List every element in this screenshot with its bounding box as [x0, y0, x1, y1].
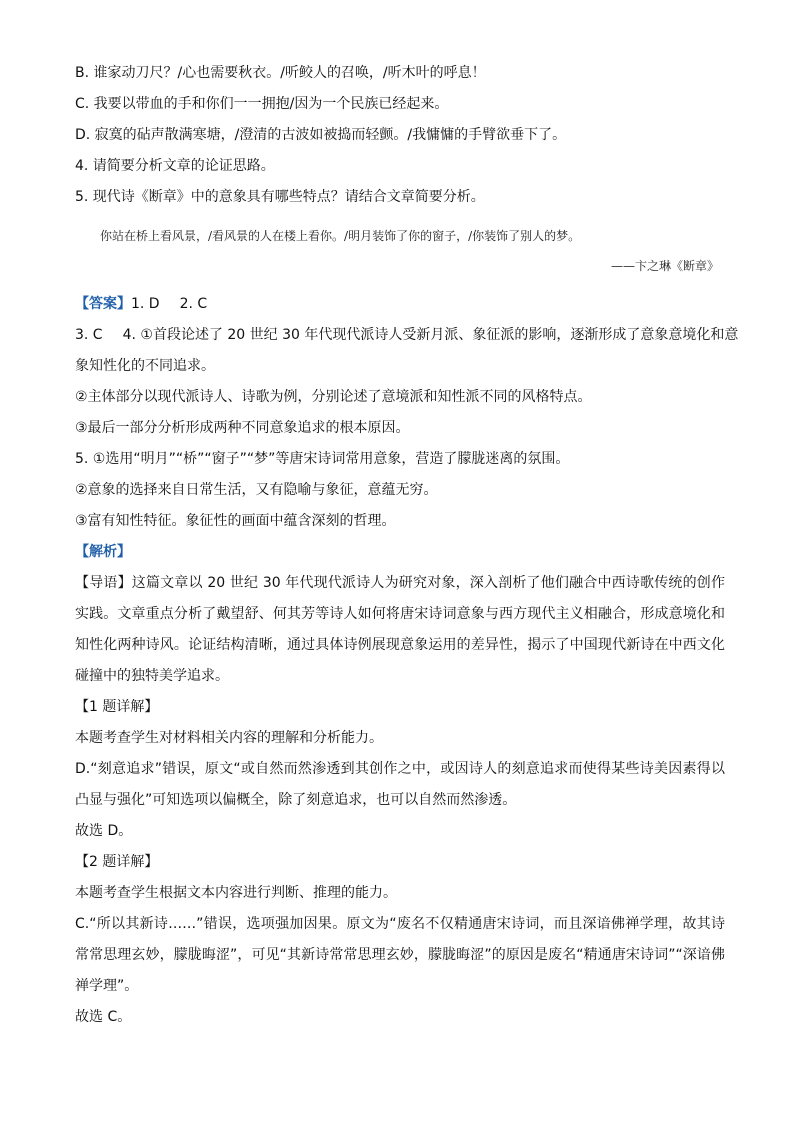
intro-paragraph: [75, 568, 725, 692]
q2-detail-title: 【2 题详解】: [75, 854, 159, 870]
option-d: D. 寂寞的砧声散满寒塘，/澄清的古波如被捣而轻颤。/我慵慵的手臂欲垂下了。: [75, 127, 567, 143]
question-5: 5. 现代诗《断章》中的意象具有哪些特点？请结合文章简要分析。: [75, 189, 485, 205]
analysis-heading: [75, 537, 725, 568]
answer-5-point-1: 5. ①选用“明月”“桥”“窗子”“梦”等唐宋诗词常用意象，营造了朦胧迷离的氛围。: [75, 451, 570, 467]
intro-text: 这篇文章以 20 世纪 30 年代现代派诗人为研究对象，深入剖析了他们融合中西诗歌传统的创作实践。文章重点分析了戴望舒、何其芳等诗人如何将唐宋诗词意象与西方现代主义相融合，形成意境化和知性化两种诗风。论证结构清晰，通过具体诗例展现意象运用的差异性，揭示了中国现代新诗在中西文化碰撞中的独特美学追求。: [75, 575, 725, 684]
answer-4-point-3: ③最后一部分分析形成两种不同意象追求的根本原因。: [75, 420, 410, 436]
q1-detail-p1: 本题考查学生对材料相关内容的理解和分析能力。: [75, 730, 383, 746]
answer-label: 【答案】: [75, 296, 131, 312]
answer-1: 1. D: [131, 296, 160, 312]
answer-4-continuation: 象知性化的不同追求。: [75, 358, 215, 374]
answer-5-point-3: ③富有知性特征。象征性的画面中蕴含深刻的哲理。: [75, 513, 396, 529]
answer-row-1: [75, 289, 725, 320]
q1-detail-p2: D.“刻意追求”错误，原文“或自然而然渗透到其创作之中，或因诗人的刻意追求而使得某些诗美因素得以凸显与强化”可知选项以偏概全，除了刻意追求，也可以自然而然渗透。: [75, 761, 725, 808]
poem-author: ——卞之琳《断章》: [610, 259, 719, 273]
answer-2: 2. C: [179, 296, 208, 312]
q2-detail-p3: 故选 C。: [75, 1009, 132, 1025]
question-4: 4. 请简要分析文章的论证思路。: [75, 158, 275, 174]
poem-text: 你站在桥上看风景，/看风景的人在楼上看你。/明月装饰了你的窗子，/你装饰了别人的梦。: [100, 229, 581, 243]
option-c: C. 我要以带血的手和你们一一拥抱/因为一个民族已经起来。: [75, 96, 449, 112]
answer-row-2: [75, 320, 739, 351]
option-b: B. 谁家动刀尺？/心也需要秋衣。/听鲛人的召唤，/听木叶的呼息！: [75, 65, 486, 81]
answer-3: 3. C: [75, 327, 103, 343]
analysis-label: 【解析】: [75, 544, 131, 560]
document-page: [75, 58, 739, 1033]
answer-5-point-2: ②意象的选择来自日常生活，又有隐喻与象征，意蕴无穷。: [75, 482, 438, 498]
q2-detail-p1: 本题考查学生根据文本内容进行判断、推理的能力。: [75, 885, 397, 901]
answer-4-point-2: ②主体部分以现代派诗人、诗歌为例，分别论述了意境派和知性派不同的风格特点。: [75, 389, 592, 405]
q1-detail-title: 【1 题详解】: [75, 699, 159, 715]
intro-label: 【导语】: [75, 575, 132, 591]
q2-detail-p2: C.“所以其新诗……”错误，选项强加因果。原文为“废名不仅精通唐宋诗词，而且深谙佛禅学理，故其诗常常思理玄妙，朦胧晦涩”，可见“其新诗常常思理玄妙，朦胧晦涩”的原因是废名“精通唐宋诗词”“深谙佛禅学理”。: [75, 916, 725, 994]
answer-4-first: 4. ①首段论述了 20 世纪 30 年代现代派诗人受新月派、象征派的影响，逐渐形成了意象意境化和意: [122, 327, 739, 343]
q1-detail-p3: 故选 D。: [75, 823, 133, 839]
